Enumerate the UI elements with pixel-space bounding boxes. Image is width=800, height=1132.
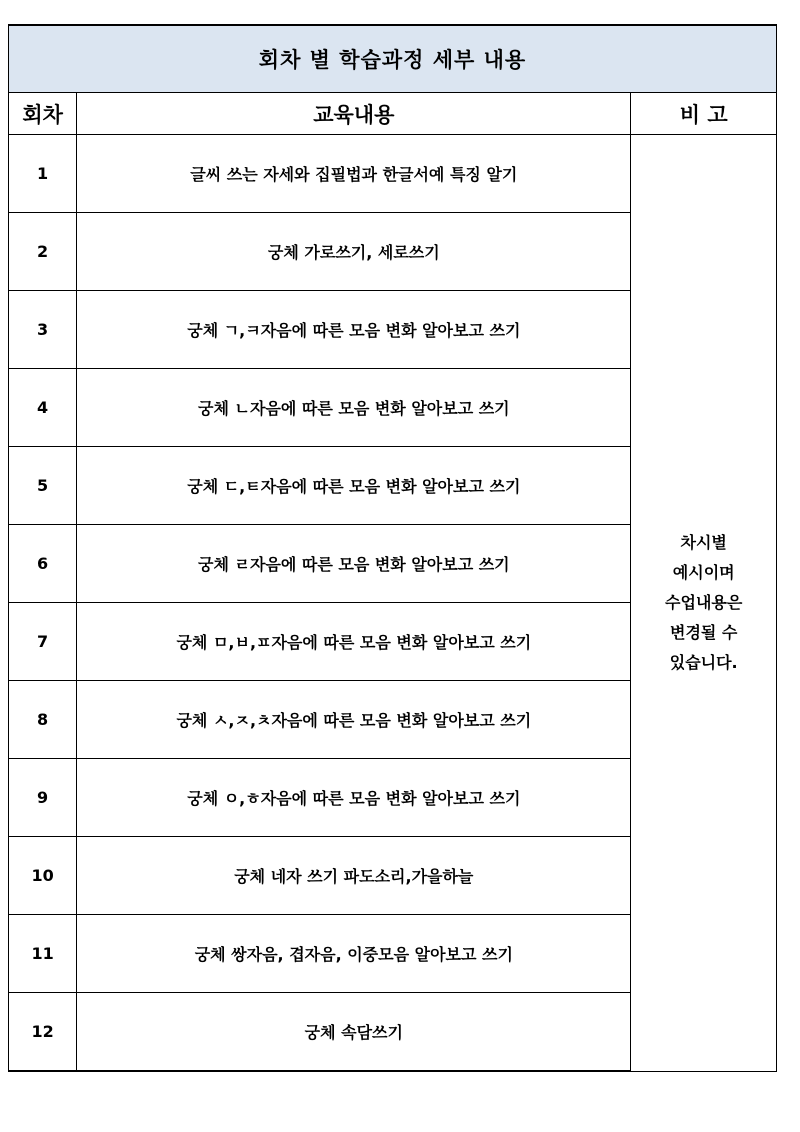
session-number: 1	[9, 135, 77, 213]
session-content: 궁체 쌍자음, 겹자음, 이중모음 알아보고 쓰기	[77, 915, 631, 993]
title-row	[9, 25, 777, 93]
session-content: 글씨 쓰는 자세와 집필법과 한글서예 특징 알기	[77, 135, 631, 213]
session-content: 궁체 속담쓰기	[77, 993, 631, 1072]
session-number: 2	[9, 213, 77, 291]
header-session: 회차	[9, 93, 77, 135]
session-number: 12	[9, 993, 77, 1072]
session-number: 9	[9, 759, 77, 837]
session-number: 8	[9, 681, 77, 759]
session-content: 궁체 ㄱ,ㅋ자음에 따른 모음 변화 알아보고 쓰기	[77, 291, 631, 369]
curriculum-table	[8, 24, 777, 1072]
session-number: 10	[9, 837, 77, 915]
session-content: 궁체 ㅅ,ㅈ,ㅊ자음에 따른 모음 변화 알아보고 쓰기	[77, 681, 631, 759]
header-note: 비 고	[631, 93, 777, 135]
session-number: 3	[9, 291, 77, 369]
note-cell: 차시별 예시이며 수업내용은 변경될 수 있습니다.	[631, 135, 777, 1072]
session-content: 궁체 ㅁ,ㅂ,ㅍ자음에 따른 모음 변화 알아보고 쓰기	[77, 603, 631, 681]
session-content: 궁체 가로쓰기, 세로쓰기	[77, 213, 631, 291]
session-content: 궁체 ㄷ,ㅌ자음에 따른 모음 변화 알아보고 쓰기	[77, 447, 631, 525]
table-title: 회차 별 학습과정 세부 내용	[9, 25, 777, 93]
header-row	[9, 93, 777, 135]
session-number: 7	[9, 603, 77, 681]
session-content: 궁체 ㄴ자음에 따른 모음 변화 알아보고 쓰기	[77, 369, 631, 447]
table-row	[9, 135, 777, 213]
session-content: 궁체 ㅇ,ㅎ자음에 따른 모음 변화 알아보고 쓰기	[77, 759, 631, 837]
session-number: 4	[9, 369, 77, 447]
session-number: 6	[9, 525, 77, 603]
session-number: 11	[9, 915, 77, 993]
session-content: 궁체 네자 쓰기 파도소리,가을하늘	[77, 837, 631, 915]
header-content: 교육내용	[77, 93, 631, 135]
session-content: 궁체 ㄹ자음에 따른 모음 변화 알아보고 쓰기	[77, 525, 631, 603]
session-number: 5	[9, 447, 77, 525]
